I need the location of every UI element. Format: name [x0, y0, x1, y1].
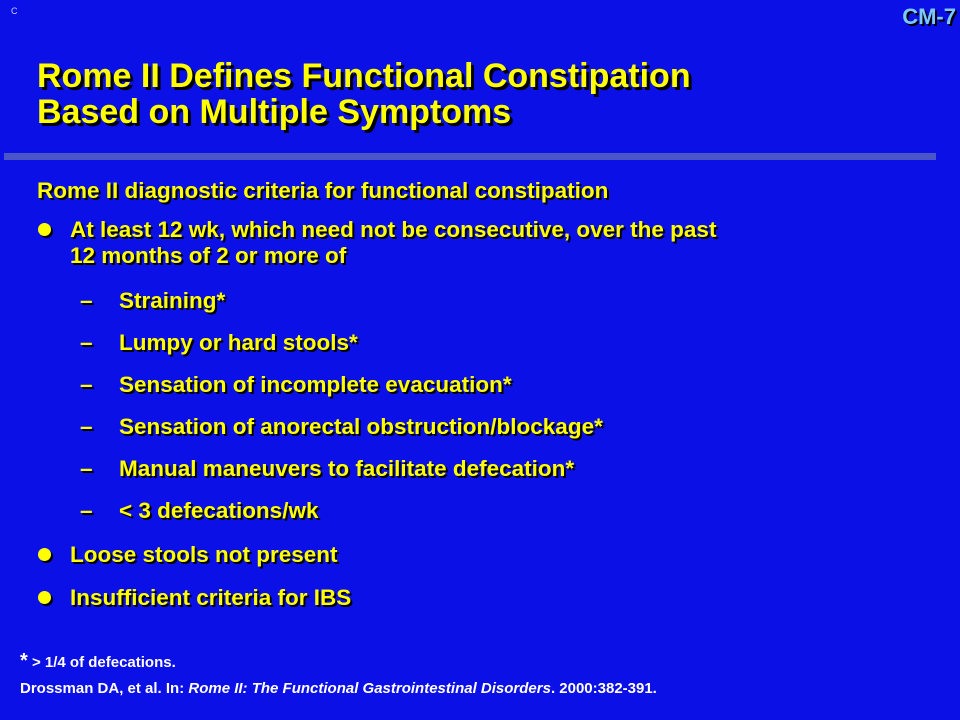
- symptom-item-lumpy-stools: [37, 322, 937, 364]
- slide-title: [37, 58, 937, 130]
- footnote: [20, 648, 940, 702]
- dash-marker: –: [80, 456, 93, 481]
- corner-mark: C: [11, 6, 18, 16]
- symptom-label: < 3 defecations/wk: [119, 498, 319, 523]
- bullet-ibs-criteria: [37, 585, 937, 611]
- slide-title-line-2: Based on Multiple Symptoms: [37, 93, 512, 131]
- title-divider: [4, 153, 936, 160]
- footnote-star: *: [20, 650, 28, 672]
- symptom-list: [37, 280, 937, 532]
- dash-marker: –: [80, 414, 93, 439]
- slide-code: CM-7: [902, 4, 956, 29]
- symptom-label: Sensation of anorectal obstruction/blockage*: [119, 414, 603, 439]
- symptom-item-anorectal-obstruction: [37, 406, 937, 448]
- symptom-item-straining: [37, 280, 937, 322]
- symptom-label: Straining*: [119, 288, 226, 313]
- bullet-duration-line-1: At least 12 wk, which need not be consecutive, over the past: [70, 217, 717, 242]
- footnote-definition: [20, 648, 940, 676]
- bullet-duration: [37, 217, 937, 269]
- bullet-dot-icon: [38, 548, 51, 561]
- bullet-loose-stools: [37, 542, 937, 568]
- citation-prefix: Drossman DA, et al. In:: [20, 680, 189, 697]
- footnote-citation: [20, 676, 940, 702]
- dash-marker: –: [80, 330, 93, 355]
- bullet-ibs-criteria-text: Insufficient criteria for IBS: [70, 585, 352, 610]
- dash-marker: –: [80, 372, 93, 397]
- citation-suffix: . 2000:382-391.: [550, 680, 657, 697]
- symptom-label: Sensation of incomplete evacuation*: [119, 372, 512, 397]
- bullet-dot-icon: [38, 223, 51, 236]
- dash-marker: –: [80, 498, 93, 523]
- slide-body: [37, 172, 937, 611]
- bullet-loose-stools-text: Loose stools not present: [70, 542, 338, 567]
- footnote-definition-text: > 1/4 of defecations.: [27, 654, 176, 671]
- symptom-item-manual-maneuvers: [37, 448, 937, 490]
- dash-marker: –: [80, 288, 93, 313]
- symptom-label: Manual maneuvers to facilitate defecation*: [119, 456, 575, 481]
- bullet-duration-line-2: 12 months of 2 or more of: [70, 243, 347, 268]
- citation-title: Rome II: The Functional Gastrointestinal Disorders: [188, 680, 551, 697]
- symptom-item-defecation-frequency: [37, 490, 937, 532]
- slide-title-line-1: Rome II Defines Functional Constipation: [37, 57, 691, 95]
- criteria-heading: Rome II diagnostic criteria for functional constipation: [37, 178, 609, 203]
- bullet-dot-icon: [38, 591, 51, 604]
- symptom-label: Lumpy or hard stools*: [119, 330, 358, 355]
- symptom-item-incomplete-evacuation: [37, 364, 937, 406]
